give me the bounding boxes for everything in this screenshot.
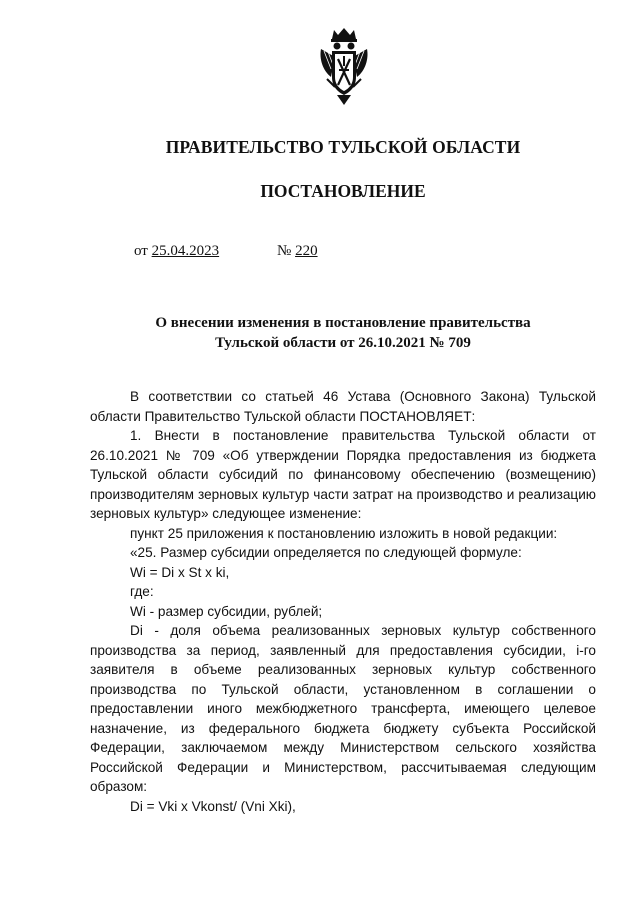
document-type: ПОСТАНОВЛЕНИЕ — [260, 181, 426, 201]
document-body — [90, 387, 596, 816]
paragraph-clause-25: «25. Размер субсидии определяется по следующей формуле: — [130, 545, 522, 560]
document-date — [134, 243, 219, 260]
paragraph-preamble: В соответствии со статьей 46 Устава (Основного Закона) Тульской области Правительство Тульской области ПОСТАНОВЛЯЕТ: — [90, 389, 596, 424]
formula-wi: Wi = Di x St x ki, — [130, 564, 230, 580]
document-number — [277, 243, 318, 260]
paragraph-amendment-intro: пункт 25 приложения к постановлению изложить в новой редакции: — [130, 525, 558, 541]
government-title: ПРАВИТЕЛЬСТВО ТУЛЬСКОЙ ОБЛАСТИ — [165, 137, 521, 157]
paragraph-item-1: 1. Внести в постановление правительства Тульской области от 26.10.2021 № 709 «Об утверждении Порядка предоставления из бюджета Тульской области субсидий по финансовому обеспечению (возмещению) производителям зерновых культур части затрат на производство и реализацию зерновых культур» следующее изменение: — [90, 428, 596, 521]
paragraph-where: где: — [130, 584, 154, 599]
number-prefix: № — [277, 243, 292, 259]
number-value: 220 — [295, 243, 318, 259]
subject-line: Тульской области от 26.10.2021 № 709 — [215, 335, 471, 351]
document-subject — [90, 313, 596, 353]
subject-line: О внесении изменения в постановление правительства — [155, 315, 531, 331]
formula-di: Di = Vki x Vkonst/ (Vni Xki), — [130, 798, 296, 814]
date-prefix: от — [134, 243, 148, 259]
date-value: 25.04.2023 — [151, 243, 220, 259]
definition-wi: Wi - размер субсидии, рублей; — [130, 603, 323, 619]
definition-di: Di - доля объема реализованных зерновых культур собственного производства за период, заявленный для предоставления субсидии, i-го заявителя в объеме реализованных зерновых культур собственного производства по Тульской области, установленном в соглашении о предоставлении иного межбюджетного трансферта, имеющего целевое назначение, из федерального бюджета бюджету субъекта Российской Федерации, заключаемом между Министерством сельского хозяйства Российской Федерации и Министерством, рассчитываемая следующим образом: — [90, 623, 596, 794]
coat-of-arms-icon — [317, 27, 371, 107]
